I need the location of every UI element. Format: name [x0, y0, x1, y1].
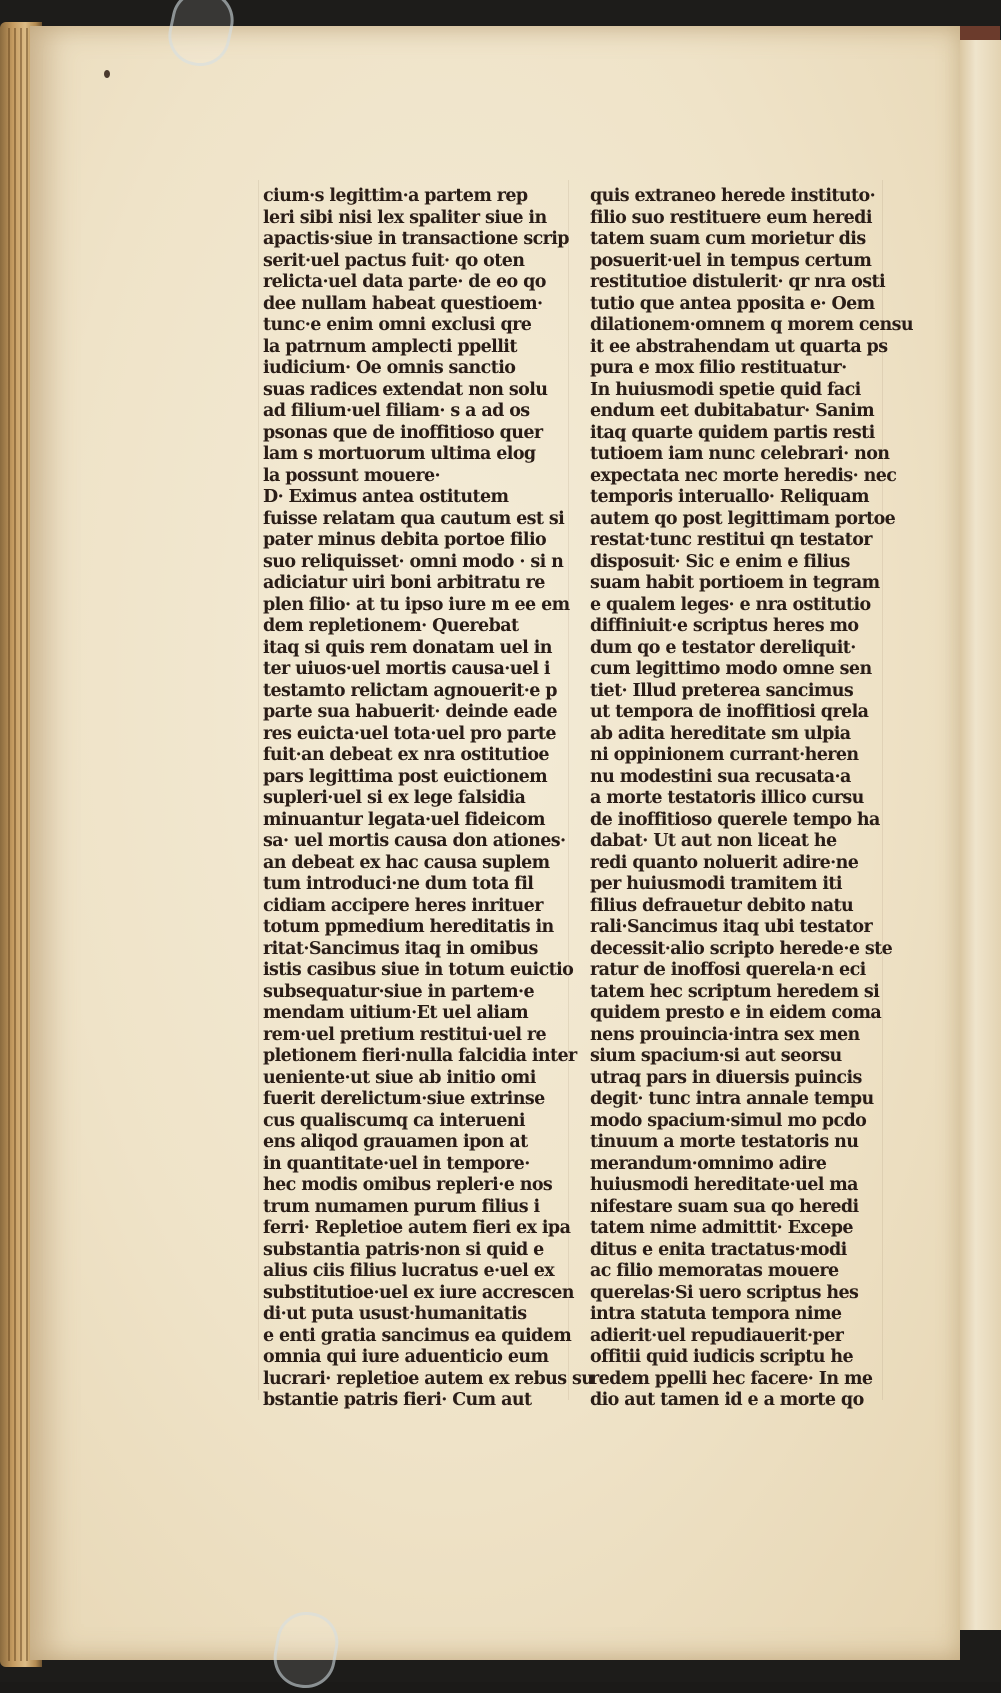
manuscript-line: ni oppinionem currant·heren — [590, 745, 859, 765]
manuscript-line: endum eet dubitabatur· Sanim — [590, 401, 874, 421]
manuscript-line: nens prouincia·intra sex men — [590, 1024, 860, 1045]
manuscript-line: autem qo post legittimam portoe — [590, 508, 896, 529]
manuscript-line: istis casibus siue in totum euictio — [263, 960, 574, 980]
manuscript-line: la patrnum amplecti ppellit — [263, 336, 517, 357]
manuscript-line: a morte testatoris illico cursu — [590, 788, 864, 808]
manuscript-line: ratur de inoffosi querela·n eci — [590, 960, 866, 980]
manuscript-line: fuit·an debeat ex nra ostitutioe — [263, 745, 549, 765]
manuscript-line: restat·tunc restitui qn testator — [590, 530, 872, 550]
manuscript-line: alius ciis filius lucratus e·uel ex — [263, 1261, 555, 1281]
manuscript-line: lam s mortuorum ultima elog — [263, 444, 536, 464]
manuscript-line: quis extraneo herede instituto· — [590, 186, 876, 206]
manuscript-line: tatem hec scriptum heredem si — [590, 981, 880, 1002]
manuscript-line: suo reliquisset· omni modo · si n — [263, 551, 564, 572]
folio-mark — [104, 70, 110, 78]
manuscript-line: parte sua habuerit· deinde eade — [263, 702, 557, 722]
manuscript-line: temporis interuallo· Reliquam — [590, 487, 869, 507]
manuscript-line: pletionem fieri·nulla falcidia inter — [263, 1046, 577, 1066]
manuscript-line: serit·uel pactus fuit· qo oten — [263, 250, 525, 271]
manuscript-line: merandum·omnimo adire — [590, 1153, 827, 1174]
manuscript-line: itaq si quis rem donatam uel in — [263, 637, 552, 658]
manuscript-line: offitii quid iudicis scriptu he — [590, 1347, 854, 1367]
manuscript-line: tatem suam cum morietur dis — [590, 229, 866, 249]
manuscript-line: redi quanto noluerit adire·ne — [590, 852, 859, 873]
manuscript-line: disposuit· Sic e enim e filius — [590, 551, 850, 572]
ruling-line — [882, 180, 883, 1400]
manuscript-line: cus qualiscumq ca interueni — [263, 1110, 525, 1131]
manuscript-line: modo spacium·simul mo pcdo — [590, 1110, 867, 1131]
manuscript-line: ter uiuos·uel mortis causa·uel i — [263, 659, 550, 679]
manuscript-line: omnia qui iure aduenticio eum — [263, 1347, 549, 1367]
manuscript-line: suas radices extendat non solu — [263, 379, 548, 400]
manuscript-line: cium·s legittim·a partem rep — [263, 186, 528, 206]
manuscript-line: fuerit derelictum·siue extrinse — [263, 1089, 545, 1109]
manuscript-line: decessit·alio scripto herede·e ste — [590, 938, 893, 959]
manuscript-line: substantia patris·non si quid e — [263, 1239, 544, 1260]
manuscript-line: expectata nec morte heredis· nec — [590, 465, 897, 486]
manuscript-line: iudicium· Oe omnis sanctio — [263, 358, 516, 378]
manuscript-line: e qualem leges· e nra ostitutio — [590, 594, 871, 615]
manuscript-line: dilationem·omnem q morem censu — [590, 315, 913, 335]
manuscript-line: tutio que antea pposita e· Oem — [590, 293, 875, 314]
manuscript-line: testamto relictam agnouerit·e p — [263, 680, 557, 701]
manuscript-line: hec modis omibus repleri·e nos — [263, 1175, 553, 1195]
manuscript-line: dio aut tamen id e a morte qo — [590, 1390, 864, 1410]
manuscript-line: supleri·uel si ex lege falsidia — [263, 788, 526, 808]
manuscript-line: In huiusmodi spetie quid faci — [590, 379, 861, 400]
manuscript-line: fuisse relatam qua cautum est si — [263, 508, 565, 529]
manuscript-line: it ee abstrahendam ut quarta ps — [590, 336, 888, 357]
manuscript-line: tutioem iam nunc celebrari· non — [590, 444, 890, 464]
manuscript-line: ferri· Repletioe autem fieri ex ipa — [263, 1218, 571, 1238]
manuscript-line: dee nullam habeat questioem· — [263, 293, 543, 314]
manuscript-line: la possunt mouere· — [263, 465, 441, 486]
manuscript-line: ad filium·uel filiam· s a ad os — [263, 401, 530, 421]
manuscript-line: posuerit·uel in tempus certum — [590, 250, 872, 271]
manuscript-line: bstantie patris fieri· Cum aut — [263, 1390, 532, 1410]
manuscript-line: lucrari· repletioe autem ex rebus su — [263, 1368, 594, 1389]
manuscript-line: e enti gratia sancimus ea quidem — [263, 1325, 572, 1346]
manuscript-line: sa· uel mortis causa don ationes· — [263, 831, 566, 851]
ruling-line — [258, 180, 259, 1400]
manuscript-line: quidem presto e in eidem coma — [590, 1003, 882, 1023]
manuscript-line: an debeat ex hac causa suplem — [263, 852, 550, 873]
manuscript-line: huiusmodi hereditate·uel ma — [590, 1175, 858, 1195]
manuscript-line: cidiam accipere heres inrituer — [263, 895, 543, 916]
manuscript-line: filius defrauetur debito natu — [590, 895, 854, 916]
manuscript-line: ueniente·ut siue ab initio omi — [263, 1067, 536, 1088]
manuscript-line: pars legittima post euictionem — [263, 766, 548, 787]
manuscript-line: filio suo restituere eum heredi — [590, 207, 872, 228]
manuscript-line: rem·uel pretium restitui·uel re — [263, 1024, 547, 1045]
manuscript-line: adierit·uel repudiauerit·per — [590, 1325, 844, 1346]
ruling-line — [568, 180, 569, 1400]
manuscript-line: di·ut puta usust·humanitatis — [263, 1304, 527, 1324]
manuscript-line: pater minus debita portoe filio — [263, 530, 547, 550]
manuscript-line: minuantur legata·uel fideicom — [263, 809, 545, 830]
manuscript-line: tum introduci·ne dum tota fil — [263, 874, 534, 894]
manuscript-line: pura e mox filio restituatur· — [590, 358, 847, 378]
manuscript-line: tiet· Illud preterea sancimus — [590, 680, 854, 701]
manuscript-line: rali·Sancimus itaq ubi testator — [590, 917, 873, 937]
manuscript-line: adiciatur uiri boni arbitratu re — [263, 573, 545, 593]
manuscript-line: D· Eximus antea ostitutem — [263, 487, 509, 507]
manuscript-line: per huiusmodi tramitem iti — [590, 874, 842, 894]
manuscript-line: utraq pars in diuersis puincis — [590, 1067, 862, 1088]
manuscript-line: nifestare suam sua qo heredi — [590, 1196, 859, 1217]
manuscript-line: intra statuta tempora nime — [590, 1304, 842, 1324]
manuscript-line: dum qo e testator dereliquit· — [590, 637, 856, 658]
manuscript-line: dem repletionem· Querebat — [263, 616, 519, 636]
manuscript-line: itaq quarte quidem partis resti — [590, 422, 875, 443]
manuscript-line: ut tempora de inoffitiosi qrela — [590, 702, 869, 722]
manuscript-line: ens aliqod grauamen ipon at — [263, 1132, 528, 1152]
manuscript-line: suam habit portioem in tegram — [590, 573, 880, 593]
manuscript-line: sium spacium·si aut seorsu — [590, 1046, 842, 1066]
manuscript-line: ac filio memoratas mouere — [590, 1261, 839, 1281]
manuscript-line: res euicta·uel tota·uel pro parte — [263, 723, 556, 744]
manuscript-line: relicta·uel data parte· de eo qo — [263, 272, 546, 292]
manuscript-line: de inoffitioso querele tempo ha — [590, 809, 880, 830]
manuscript-line: restitutioe distulerit· qr nra osti — [590, 272, 886, 292]
manuscript-line: subsequatur·siue in partem·e — [263, 981, 535, 1002]
manuscript-line: substitutioe·uel ex iure accrescen — [263, 1282, 574, 1303]
manuscript-line: trum numamen purum filius i — [263, 1196, 540, 1217]
manuscript-line: nu modestini sua recusata·a — [590, 766, 851, 787]
manuscript-line: degit· tunc intra annale tempu — [590, 1089, 874, 1109]
text-column-right — [590, 186, 913, 1412]
manuscript-line: apactis·siue in transactione scrip — [263, 229, 569, 249]
manuscript-line: in quantitate·uel in tempore· — [263, 1153, 530, 1174]
manuscript-line: redem ppelli hec facere· In me — [590, 1368, 873, 1389]
manuscript-line: tatem nime admittit· Excepe — [590, 1218, 853, 1238]
facing-leaf-edge — [958, 40, 1001, 1630]
manuscript-line: psonas que de inoffitioso quer — [263, 422, 543, 443]
manuscript-line: leri sibi nisi lex spaliter siue in — [263, 207, 547, 228]
manuscript-line: ditus e enita tractatus·modi — [590, 1239, 847, 1260]
manuscript-line: tinuum a morte testatoris nu — [590, 1132, 859, 1152]
manuscript-line: totum ppmedium hereditatis in — [263, 917, 554, 937]
text-column-left — [263, 186, 594, 1412]
manuscript-line: ab adita hereditate sm ulpia — [590, 723, 851, 744]
manuscript-line: cum legittimo modo omne sen — [590, 659, 872, 679]
manuscript-line: mendam uitium·Et uel aliam — [263, 1003, 528, 1023]
manuscript-line: dabat· Ut aut non liceat he — [590, 831, 837, 851]
manuscript-line: diffiniuit·e scriptus heres mo — [590, 616, 859, 636]
manuscript-line: tunc·e enim omni exclusi qre — [263, 315, 532, 335]
manuscript-line: querelas·Si uero scriptus hes — [590, 1282, 859, 1303]
manuscript-line: ritat·Sancimus itaq in omibus — [263, 938, 538, 959]
manuscript-line: plen filio· at tu ipso iure m ee em — [263, 594, 570, 615]
